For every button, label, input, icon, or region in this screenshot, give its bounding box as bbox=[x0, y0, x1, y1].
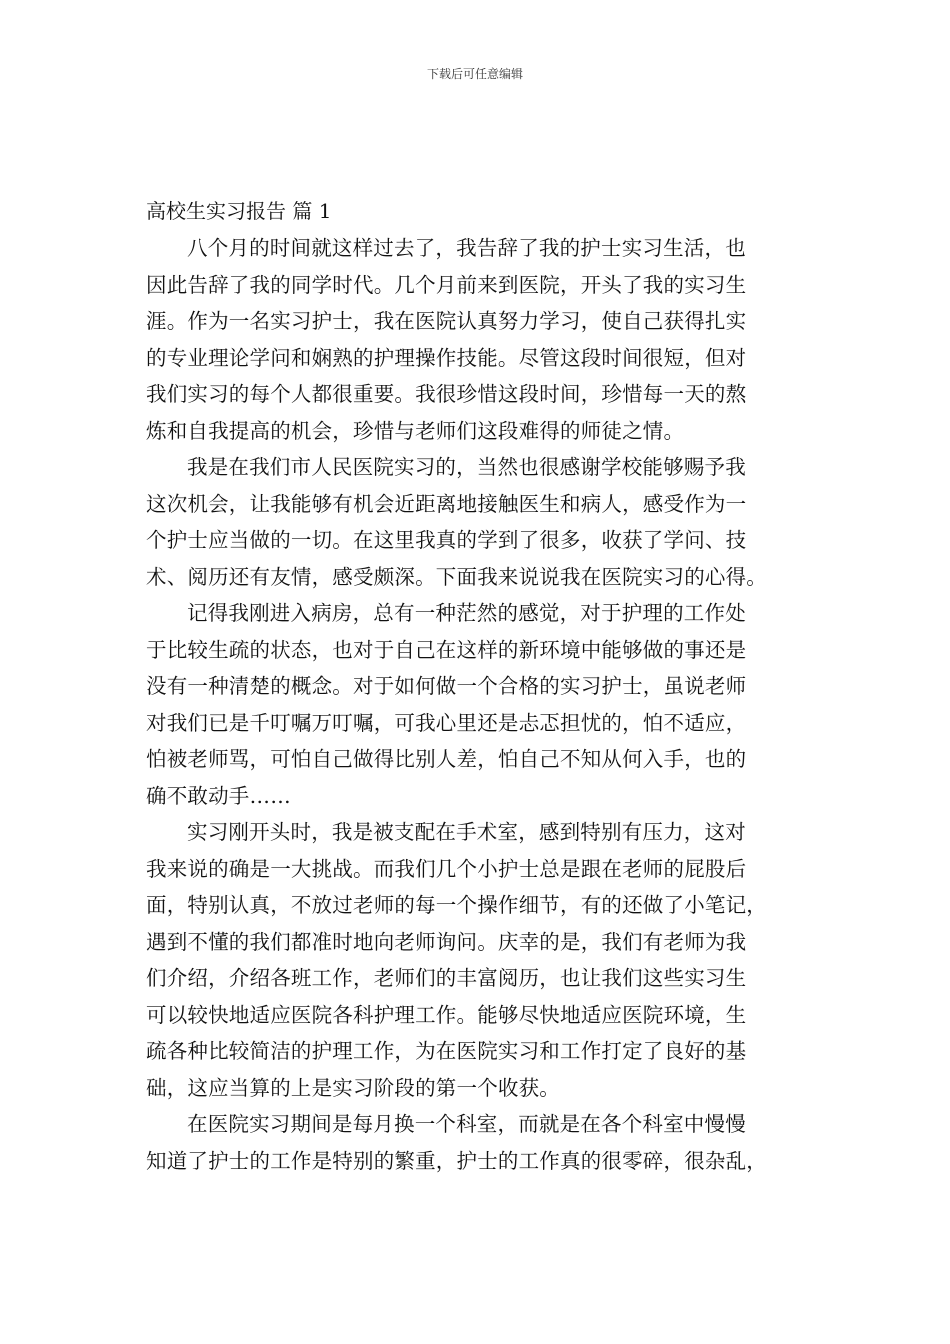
body-line: 怕被老师骂，可怕自己做得比别人差，怕自己不知从何入手，也的 bbox=[146, 747, 747, 771]
body-line: 没有一种清楚的概念。对于如何做一个合格的实习护士，虽说老师 bbox=[146, 674, 747, 698]
page-header: 下载后可任意编辑 bbox=[426, 67, 523, 81]
body-line: 术、阅历还有友情，感受颇深。下面我来说说我在医院实习的心得。 bbox=[146, 564, 767, 589]
body-line: 个护士应当做的一切。在这里我真的学到了很多，收获了学问、技 bbox=[146, 528, 747, 552]
body-line: 炼和自我提高的机会，珍惜与老师们这段难得的师徒之情。 bbox=[146, 418, 685, 443]
body-line: 我是在我们市人民医院实习的，当然也很感谢学校能够赐予我 bbox=[187, 455, 746, 479]
body-line: 这次机会，让我能够有机会近距离地接触医生和病人，感受作为一 bbox=[146, 491, 747, 516]
body-line: 知道了护士的工作是特别的繁重，护士的工作真的很零碎，很杂乱， bbox=[146, 1148, 767, 1173]
body-line: 面，特别认真，不放过老师的每一个操作细节，有的还做了小笔记， bbox=[146, 893, 767, 917]
body-line: 八个月的时间就这样过去了，我告辞了我的护士实习生活，也 bbox=[187, 236, 746, 260]
body-line: 确不敢动手…… bbox=[146, 783, 291, 808]
body-line: 对我们已是千叮嘱万叮嘱，可我心里还是忐忑担忧的，怕不适应， bbox=[146, 710, 747, 735]
body-line: 的专业理论学问和娴熟的护理操作技能。尽管这段时间很短，但对 bbox=[146, 345, 747, 370]
body-line: 因此告辞了我的同学时代。几个月前来到医院，开头了我的实习生 bbox=[146, 272, 747, 297]
body-line: 涯。作为一名实习护士，我在医院认真努力学习，使自己获得扎实 bbox=[146, 309, 747, 333]
body-line: 我来说的确是一大挑战。而我们几个小护士总是跟在老师的屁股后 bbox=[146, 856, 747, 881]
document-body bbox=[146, 230, 826, 1179]
body-line: 在医院实习期间是每月换一个科室，而就是在各个科室中慢慢 bbox=[187, 1112, 746, 1136]
body-line: 遇到不懂的我们都准时地向老师询问。庆幸的是，我们有老师为我 bbox=[146, 929, 747, 954]
body-line: 实习刚开头时，我是被支配在手术室，感到特别有压力，这对 bbox=[187, 820, 746, 844]
body-line: 我们实习的每个人都很重要。我很珍惜这段时间，珍惜每一天的熬 bbox=[146, 382, 747, 406]
document-title: 高校生实习报告 篇 1 bbox=[146, 199, 332, 223]
body-line: 记得我刚进入病房，总有一种茫然的感觉，对于护理的工作处 bbox=[187, 601, 746, 625]
body-line: 疏各种比较简洁的护理工作，为在医院实习和工作打定了良好的基 bbox=[146, 1039, 747, 1063]
body-line: 可以较快地适应医院各科护理工作。能够尽快地适应医院环境，生 bbox=[146, 1002, 747, 1027]
body-line: 们介绍，介绍各班工作，老师们的丰富阅历，也让我们这些实习生 bbox=[146, 966, 747, 990]
body-line: 于比较生疏的状态，也对于自己在这样的新环境中能够做的事还是 bbox=[146, 637, 747, 662]
body-line: 础，这应当算的上是实习阶段的第一个收获。 bbox=[146, 1075, 560, 1100]
